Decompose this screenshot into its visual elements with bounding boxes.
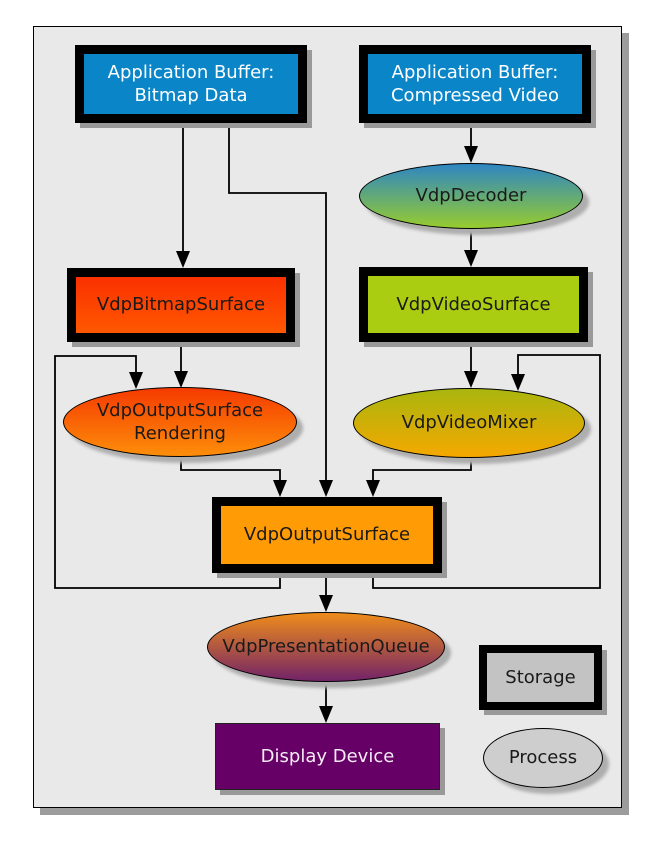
legend-label: Process — [508, 747, 578, 769]
node-label: VdpVideoMixer — [401, 412, 537, 434]
node-vdpbitmapsurface — [67, 268, 295, 342]
node-label-line: Compressed Video — [390, 85, 560, 106]
node-vdppresentationqueue — [207, 612, 445, 682]
node-vdpdecoder — [359, 163, 583, 229]
node-display-device — [215, 723, 440, 790]
node-label: VdpDecoder — [415, 185, 527, 207]
node-label-line: Rendering — [134, 423, 226, 444]
node-label-line: Application Buffer: — [107, 61, 275, 83]
legend-label: Storage — [505, 666, 576, 688]
node-vdpoutputsurface-rendering — [63, 387, 297, 457]
node-label: VdpBitmapSurface — [96, 294, 266, 316]
legend-storage — [479, 645, 602, 710]
node-label-line: Application Buffer: — [391, 61, 559, 83]
node-vdpvideosurface — [359, 267, 588, 342]
node-application-buffer-bitmap-data — [75, 45, 307, 123]
node-label-line: VdpOutputSurface — [96, 399, 264, 421]
node-vdpoutputsurface — [212, 497, 442, 573]
node-label-line: Bitmap Data — [134, 85, 248, 106]
node-label: VdpVideoSurface — [396, 293, 551, 315]
node-label: Display Device — [260, 745, 395, 767]
node-vdpvideomixer — [353, 388, 585, 458]
node-label: VdpPresentationQueue — [222, 636, 430, 658]
legend-process — [483, 728, 603, 788]
node-label: VdpOutputSurface — [243, 524, 411, 546]
node-application-buffer-compressed-video — [359, 45, 591, 123]
